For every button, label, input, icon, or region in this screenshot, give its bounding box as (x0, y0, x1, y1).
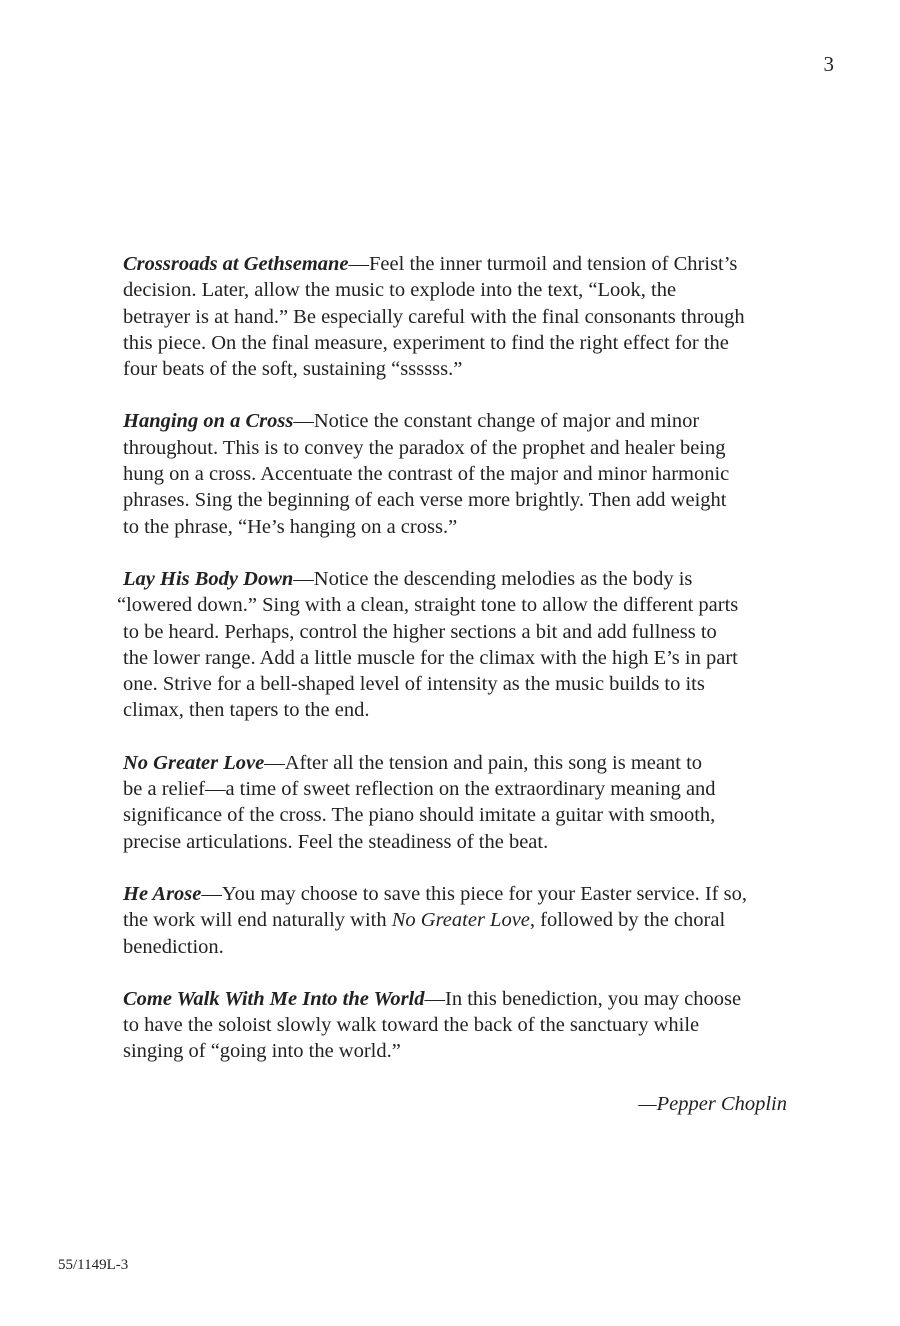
catalog-code: 55/1149L-3 (58, 1257, 129, 1273)
section-line: one. Strive for a bell-shaped level of intensity as the music builds to its (123, 673, 705, 696)
section-title: He Arose (123, 882, 202, 905)
section-line: phrases. Sing the beginning of each verse more brightly. Then add weight (123, 489, 727, 512)
note-he-arose (123, 881, 787, 960)
section-title: Come Walk With Me Into the World (123, 987, 425, 1010)
performance-notes (117, 251, 787, 1117)
note-come-walk-with-me (123, 986, 787, 1065)
note-hanging-on-a-cross (123, 408, 787, 539)
section-line: betrayer is at hand.” Be especially careful with the final consonants through (123, 305, 745, 328)
section-text: —You may choose to save this piece for your Easter service. If so, (201, 882, 747, 905)
section-text: the work will end naturally with (123, 909, 392, 932)
section-line: precise articulations. Feel the steadiness of the beat. (123, 830, 549, 853)
section-text: —After all the tension and pain, this song is meant to (264, 751, 703, 774)
note-lay-his-body-down (117, 566, 787, 724)
section-line: this piece. On the final measure, experiment to find the right effect for the (123, 331, 729, 354)
section-line: to have the soloist slowly walk toward the back of the sanctuary while (123, 1014, 700, 1037)
section-title: No Greater Love (123, 751, 265, 774)
section-title: Lay His Body Down (123, 567, 294, 590)
section-text: —Feel the inner turmoil and tension of Christ’s (348, 253, 738, 275)
section-text: —In this benediction, you may choose (424, 987, 742, 1010)
section-text: —Notice the constant change of major and minor (293, 410, 700, 433)
section-line: significance of the cross. The piano should imitate a guitar with smooth, (123, 804, 716, 827)
section-line: benediction. (123, 935, 224, 958)
section-title: Hanging on a Cross (123, 410, 294, 433)
section-line: climax, then tapers to the end. (123, 699, 370, 722)
section-line: be a relief—a time of sweet reflection on the extraordinary meaning and (123, 778, 716, 801)
author-signature: —Pepper Choplin (638, 1092, 787, 1115)
section-text: —Notice the descending melodies as the body is (293, 567, 693, 590)
section-text: , followed by the choral (529, 909, 726, 932)
section-line: to be heard. Perhaps, control the higher sections a bit and add fullness to (123, 620, 717, 643)
page-number: 3 (823, 52, 834, 76)
note-crossroads-at-gethsemane (123, 251, 787, 382)
section-title: Crossroads at Gethsemane (123, 253, 349, 275)
song-reference: No Greater Love (391, 909, 530, 932)
section-line: singing of “going into the world.” (123, 1040, 401, 1063)
note-no-greater-love (123, 750, 787, 855)
section-line: four beats of the soft, sustaining “ssssss.” (123, 358, 463, 381)
section-line: hung on a cross. Accentuate the contrast of the major and minor harmonic (123, 463, 730, 486)
section-line: the lower range. Add a little muscle for the climax with the high E’s in part (123, 646, 738, 669)
section-line: throughout. This is to convey the paradox of the prophet and healer being (123, 436, 726, 459)
section-line: to the phrase, “He’s hanging on a cross.” (123, 515, 458, 538)
section-line: decision. Later, allow the music to explode into the text, “Look, the (123, 279, 677, 302)
section-line: “lowered down.” Sing with a clean, straight tone to allow the different parts (117, 594, 739, 617)
